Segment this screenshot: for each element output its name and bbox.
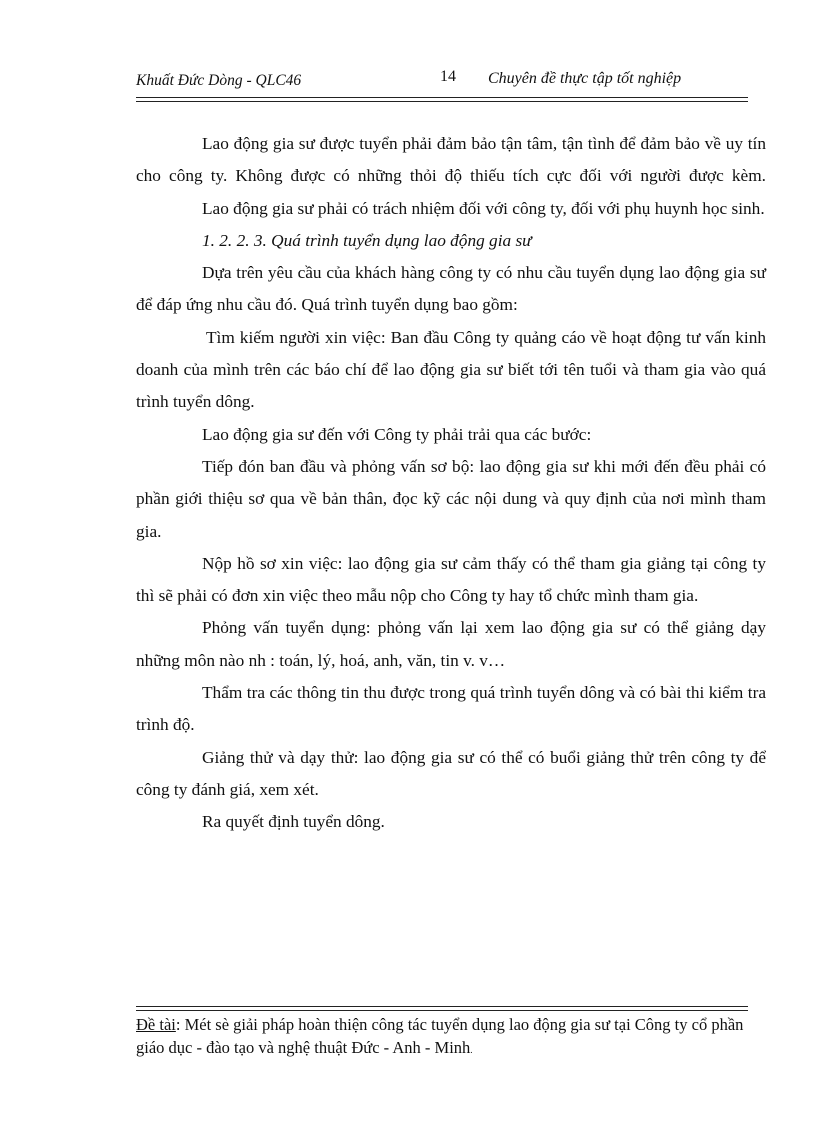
footer-rule-top [136, 1006, 748, 1007]
header-title: Chuyên đề thực tập tốt nghiệp [488, 70, 682, 87]
footer-label: Đề tài [136, 1015, 176, 1034]
paragraph-9: Thẩm tra các thông tin thu được trong quá trình tuyển dông và có bài thi kiểm tra trình độ. [136, 683, 766, 735]
paragraph-7: Nộp hồ sơ xin việc: lao động gia sư cảm thấy có thể tham gia giảng tại công ty thì sẽ phải có đơn xin việc theo mẫu nộp cho Công ty hay tổ chức mình tham gia. [136, 553, 766, 606]
paragraph-2: Lao động gia sư phải có trách nhiệm đối với công ty, đối với phụ huynh học sinh. [202, 198, 765, 218]
header-rule-bottom [136, 101, 748, 102]
paragraph-1: Lao động gia sư được tuyển phải đảm bảo tận tâm, tận tình để đảm bảo về uy tín cho công ty. Không được có những thỏi độ thiếu tích cực đối với người được kèm. [136, 134, 766, 186]
paragraph-11: Ra quyết định tuyển dông. [202, 812, 385, 832]
paragraph-3: Dựa trên yêu cầu của khách hàng công ty có nhu cầu tuyển dụng lao động gia sư để đáp ứng nhu cầu đó. Quá trình tuyển dụng bao gồm: [136, 263, 766, 315]
header-rule-top [136, 97, 748, 98]
paragraph-8: Phỏng vấn tuyển dụng: phỏng vấn lại xem lao động gia sư có thể giảng dạy những môn nào nh : toán, lý, hoá, anh, văn, tin v. v… [136, 618, 766, 670]
paragraph-4: Tìm kiếm người xin việc: Ban đầu Công ty quảng cáo về hoạt động tư vấn kinh doanh của mình trên các báo chí để lao động gia sư biết tới tên tuổi và tham gia vào quá trình tuyển dông. [136, 327, 766, 412]
body-text [136, 128, 766, 839]
paragraph-10: Giảng thử và dạy thử: lao động gia sư có thể có buổi giảng thử trên công ty để công ty đánh giá, xem xét. [136, 747, 766, 799]
footer-text: : Mét sè giải pháp hoàn thiện công tác tuyển dụng lao động gia sư tại Công ty cổ phần giáo dục - đào tạo và nghệ thuật Đức - Anh - Minh [136, 1015, 744, 1057]
header-author: Khuất Đức Dòng - QLC46 [136, 72, 302, 89]
subheading: 1. 2. 2. 3. Quá trình tuyển dụng lao động gia sư [202, 230, 532, 250]
footer-end: . [470, 1045, 473, 1055]
footer-rule-bottom [136, 1010, 748, 1011]
page-number: 14 [440, 68, 456, 85]
page-header [136, 68, 748, 92]
paragraph-5: Lao động gia sư đến với Công ty phải trải qua các bước: [202, 424, 592, 444]
page-footer [136, 1013, 756, 1062]
paragraph-6: Tiếp đón ban đầu và phỏng vấn sơ bộ: lao động gia sư khi mới đến đều phải có phần giới thiệu sơ qua về bản thân, đọc kỹ các nội dung và quy định của nơi mình tham gia. [136, 456, 766, 541]
